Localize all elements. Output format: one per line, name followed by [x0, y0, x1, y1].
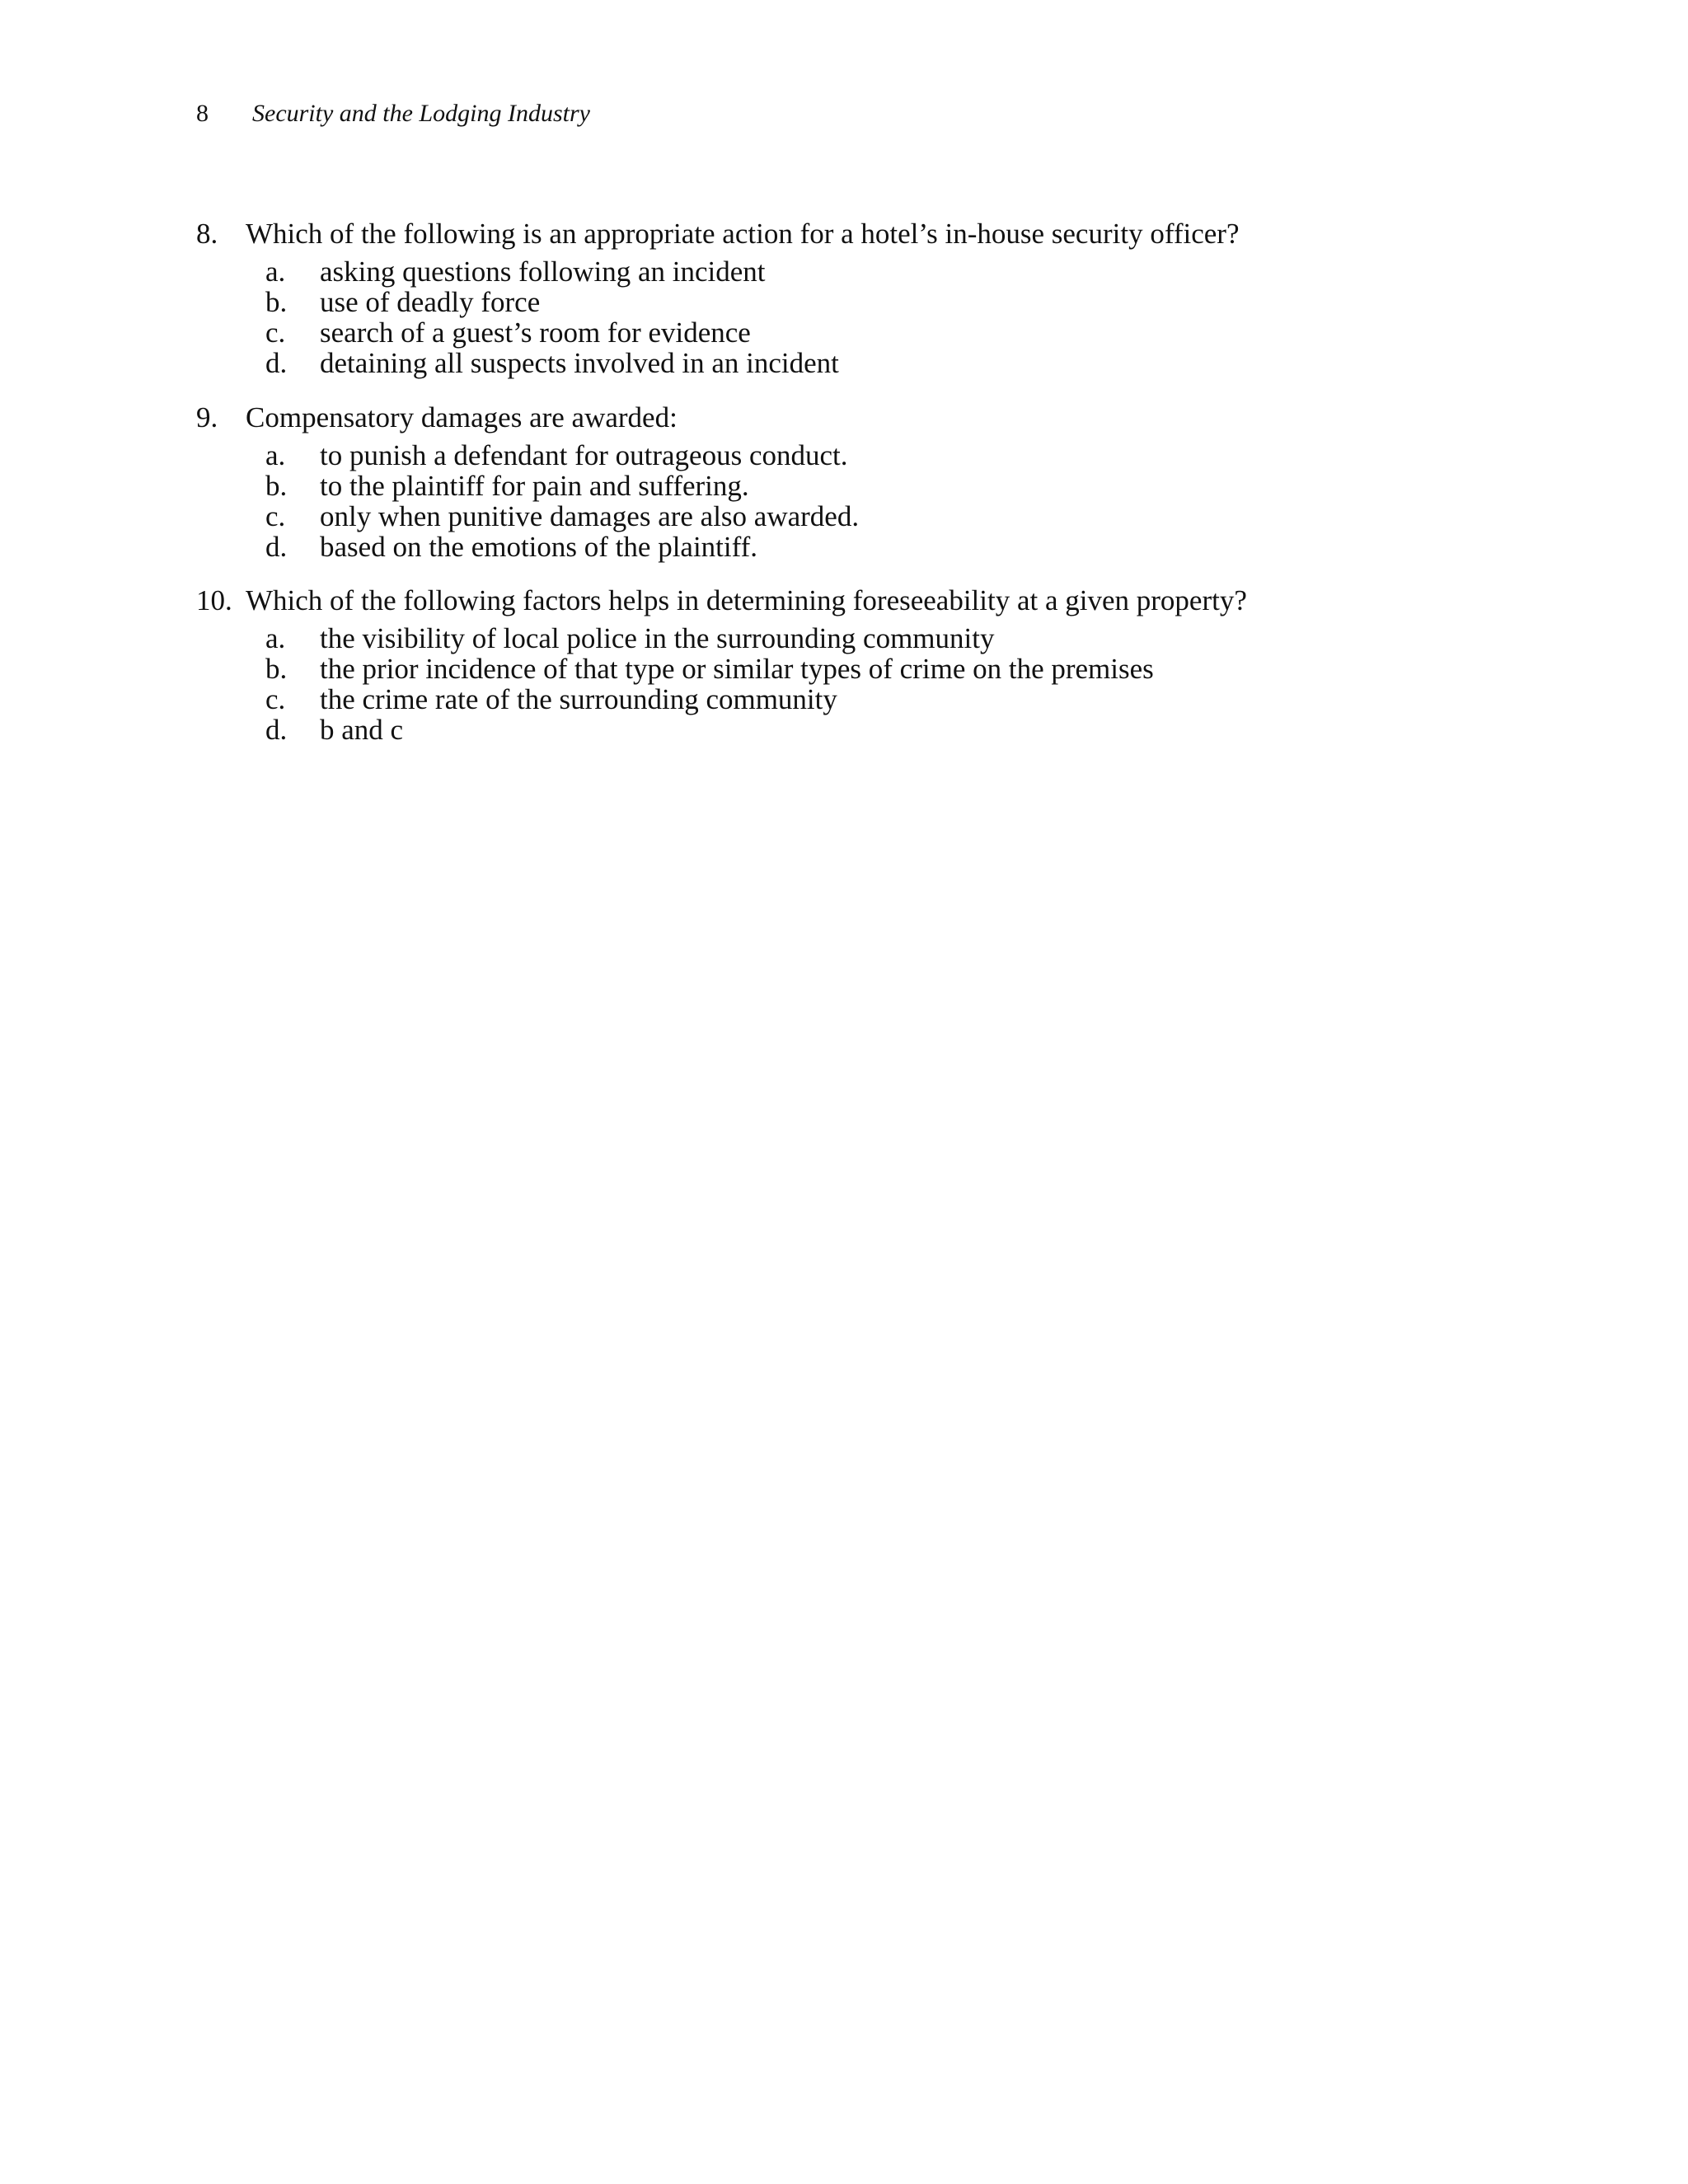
question-text: Which of the following factors helps in determining foreseeability at a given property?: [246, 584, 1247, 616]
question-text: Which of the following is an appropriate action for a hotel’s in-house security officer?: [246, 218, 1240, 250]
option-letter: a.: [265, 622, 286, 654]
option-text: the crime rate of the surrounding community: [320, 683, 837, 715]
answer-options: [196, 256, 1597, 378]
option-text: only when punitive damages are also awarded.: [320, 500, 860, 532]
option-letter: c.: [265, 316, 286, 349]
option-text: to punish a defendant for outrageous conduct.: [320, 439, 848, 471]
question-number: 9.: [196, 401, 218, 434]
answer-option-a: [196, 623, 1597, 654]
option-letter: a.: [265, 255, 286, 288]
answer-option-d: [196, 532, 1597, 562]
answer-option-a: [196, 256, 1597, 287]
option-text: to the plaintiff for pain and suffering.: [320, 470, 749, 502]
answer-option-d: [196, 715, 1597, 745]
answer-option-b: [196, 654, 1597, 684]
option-letter: a.: [265, 439, 286, 471]
answer-option-c: [196, 684, 1597, 715]
option-text: the prior incidence of that type or similar types of crime on the premises: [320, 653, 1154, 685]
question-number: 8.: [196, 218, 218, 250]
answer-option-d: [196, 348, 1597, 378]
question-stem: [196, 582, 1597, 620]
option-text: search of a guest’s room for evidence: [320, 316, 751, 349]
option-text: asking questions following an incident: [320, 255, 766, 288]
option-text: the visibility of local police in the surrounding community: [320, 622, 995, 654]
answer-option-c: [196, 501, 1597, 532]
question-stem: [196, 399, 1597, 437]
running-head: [196, 97, 590, 130]
book-title: Security and the Lodging Industry: [252, 100, 590, 127]
question-9: [196, 399, 1597, 562]
option-letter: d.: [265, 714, 288, 746]
page-number: 8: [196, 100, 209, 127]
answer-options: [196, 623, 1597, 745]
answer-option-c: [196, 317, 1597, 348]
option-letter: b.: [265, 470, 288, 502]
option-text: based on the emotions of the plaintiff.: [320, 531, 758, 563]
question-number: 10.: [196, 584, 232, 616]
option-letter: c.: [265, 500, 286, 532]
answer-option-b: [196, 287, 1597, 317]
option-letter: c.: [265, 683, 286, 715]
option-letter: d.: [265, 531, 288, 563]
question-10: [196, 582, 1597, 745]
question-8: [196, 215, 1597, 378]
question-text: Compensatory damages are awarded:: [246, 401, 678, 434]
option-text: detaining all suspects involved in an incident: [320, 347, 839, 379]
question-stem: [196, 215, 1597, 253]
option-text: b and c: [320, 714, 404, 746]
option-letter: b.: [265, 653, 288, 685]
answer-option-b: [196, 471, 1597, 501]
option-letter: b.: [265, 286, 288, 318]
answer-options: [196, 440, 1597, 562]
option-letter: d.: [265, 347, 288, 379]
answer-option-a: [196, 440, 1597, 471]
option-text: use of deadly force: [320, 286, 541, 318]
